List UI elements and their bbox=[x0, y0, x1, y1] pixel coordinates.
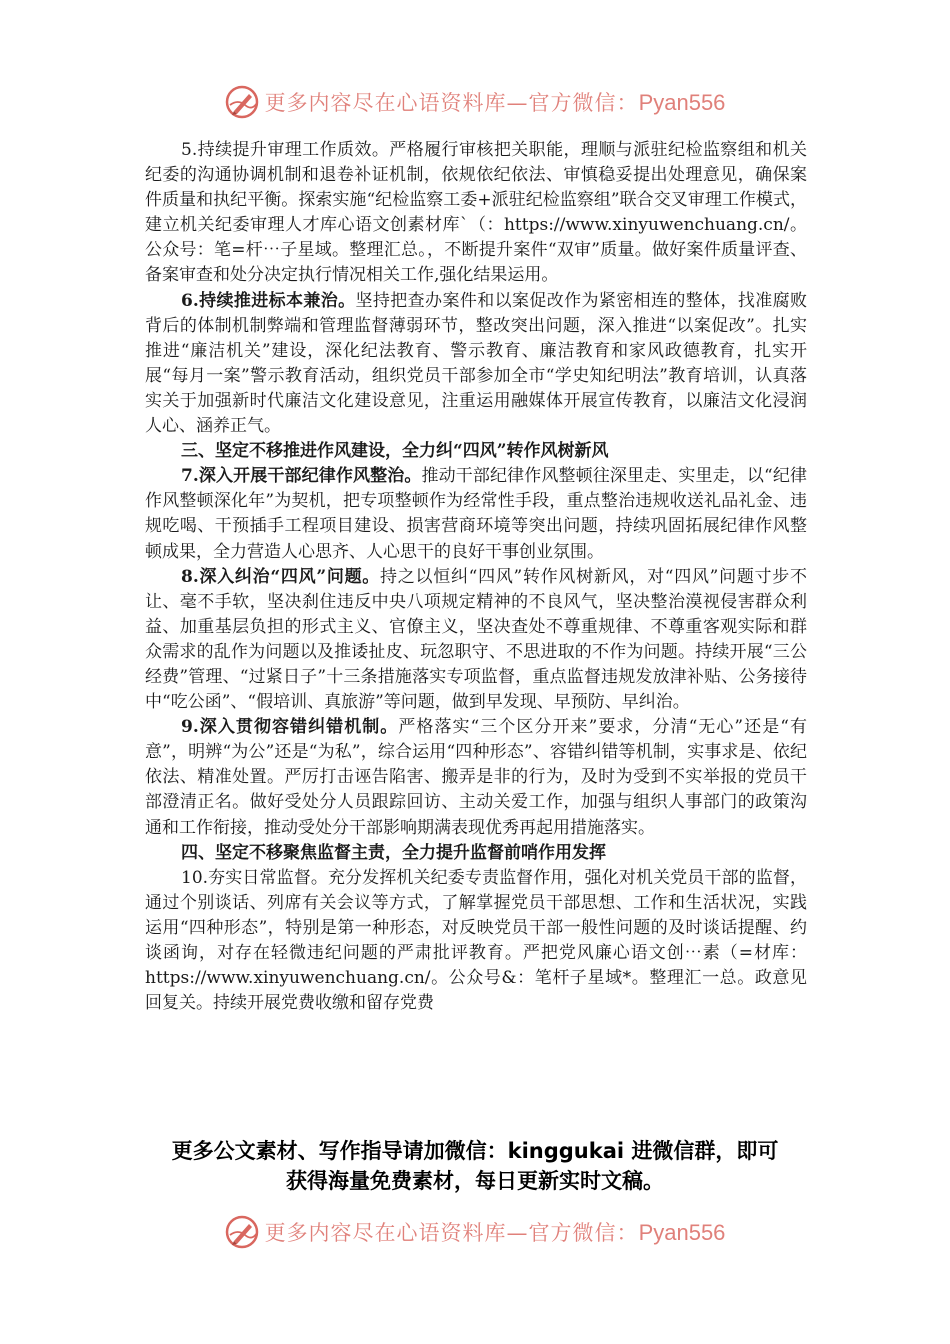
section-heading-3: 三、坚定不移推进作风建设，全力纠“四风”转作风树新风 bbox=[181, 441, 609, 462]
paragraph-7-lead: 7.深入开展干部纪律作风整治。 bbox=[181, 466, 422, 487]
banner-text: 更多内容尽在心语资料库—官方微信：Pyan556 bbox=[264, 1220, 726, 1245]
footer-banner bbox=[0, 1212, 950, 1252]
paragraph-8: 8.深入纠治“四风”问题。持之以恒纠“四风”转作风树新风，对“四风”问题寸步不让、毫不手软，坚决刹住违反中央八项规定精神的不良风气，坚决整治漠视侵害群众利益、加重基层负担的形式主义、官僚主义，坚决查处不尊重规律、不尊重客观实际和群众需求的乱作为问题以及推诿扯皮、玩忽职守、不思进取的不作为问题。持续开展“三公经费”管理、“过紧日子”十三条措施落实专项监督，重点监督违规发放津补贴、公务接待中“吃公函”、“假培训、真旅游”等问题，做到早发现、早预防、早纠治。 bbox=[145, 566, 807, 713]
promo-line-1: 更多公文素材、写作指导请加微信：kinggukai 进微信群，即可 bbox=[171, 1139, 779, 1163]
promo-line-2: 获得海量免费素材，每日更新实时文稿。 bbox=[286, 1169, 664, 1193]
header-banner bbox=[0, 82, 950, 122]
paragraph-5: 5.持续提升审理工作质效。严格履行审核把关职能，理顺与派驻纪检监察组和机关纪委的沟通协调机制和退卷补证机制，依规依纪依法、审慎稳妥提出处理意见，确保案件质量和执纪平衡。探索实施“纪检监察工委+派驻纪检监察组”联合交叉审理工作模式，建立机关纪委审理人才库心语文创素材库`（：https://www.xinyuwenchuang.cn/。公众号：笔=杆⋯子星域。整理汇总。，不断提升案件“双审”质量。做好案件质量评查、备案审查和处分决定执行情况相关工作,强化结果运用。 bbox=[145, 140, 807, 286]
banner-text: 更多内容尽在心语资料库—官方微信：Pyan556 bbox=[264, 90, 726, 115]
section-heading-4: 四、坚定不移聚焦监督主责，全力提升监督前哨作用发挥 bbox=[181, 842, 606, 863]
promo-text bbox=[0, 1136, 950, 1196]
paragraph-10: 10.夯实日常监督。充分发挥机关纪委专责监督作用，强化对机关党员干部的监督，通过个别谈话、列席有关会议等方式，了解掌握党员干部思想、工作和生活状况，实践运用“四种形态”，特别是第一种形态，对反映党员干部一般性问题的及时谈话提醒、约谈函询，对存在轻微违纪问题的严肃批评教育。严把党风廉心语文创⋯素（=材库：https://www.xinyuwenchuang.cn/。公众号&：笔杆子星域*。整理汇一总。政意见回复关。持续开展党费收缴和留存党费 bbox=[145, 867, 807, 1014]
paragraph-6: 6.持续推进标本兼治。坚持把查办案件和以案促改作为紧密相连的整体，找准腐败背后的体制机制弊端和管理监督薄弱环节，整改突出问题，深入推进“以案促改”。扎实推进“廉洁机关”建设，深化纪法教育、警示教育、廉洁教育和家风政德教育，扎实开展“每月一案”警示教育活动，组织党员干部参加全市“学史知纪明法”教育培训，认真落实关于加强新时代廉洁文化建设意见，注重运用融媒体开展宣传教育，以廉洁文化浸润人心、涵养正气。 bbox=[145, 290, 808, 437]
paragraph-9: 9.深入贯彻容错纠错机制。严格落实“三个区分开来”要求，分清“无心”还是“有意”，明辨“为公”还是“为私”，综合运用“四种形态”、容错纠错等机制，实事求是、依纪依法、精准处置。严厉打击诬告陷害、搬弄是非的行为，及时为受到不实举报的党员干部澄清正名。做好受处分人员跟踪回访、主动关爱工作，加强与组织人事部门的政策沟通和工作衔接，推动受处分干部影响期满表现优秀再起用措施落实。 bbox=[145, 717, 807, 838]
document-body bbox=[145, 138, 807, 1016]
paragraph-7: 7.深入开展干部纪律作风整治。推动干部纪律作风整顿往深里走、实里走，以“纪律作风整顿深化年”为契机，把专项整顿作为经常性手段，重点整治违规收送礼品礼金、违规吃喝、干预插手工程项目建设、损害营商环境等突出问题，持续巩固拓展纪律作风整顿成果，全力营造人心思齐、人心思干的良好干事创业氛围。 bbox=[145, 466, 807, 562]
paragraph-6-lead: 6.持续推进标本兼治。 bbox=[181, 290, 356, 311]
paragraph-9-lead: 9.深入贯彻容错纠错机制。 bbox=[181, 717, 399, 738]
pen-logo-icon bbox=[225, 85, 259, 119]
pen-logo-icon bbox=[225, 1215, 259, 1249]
paragraph-8-lead: 8.深入纠治“四风”问题。 bbox=[181, 566, 381, 587]
